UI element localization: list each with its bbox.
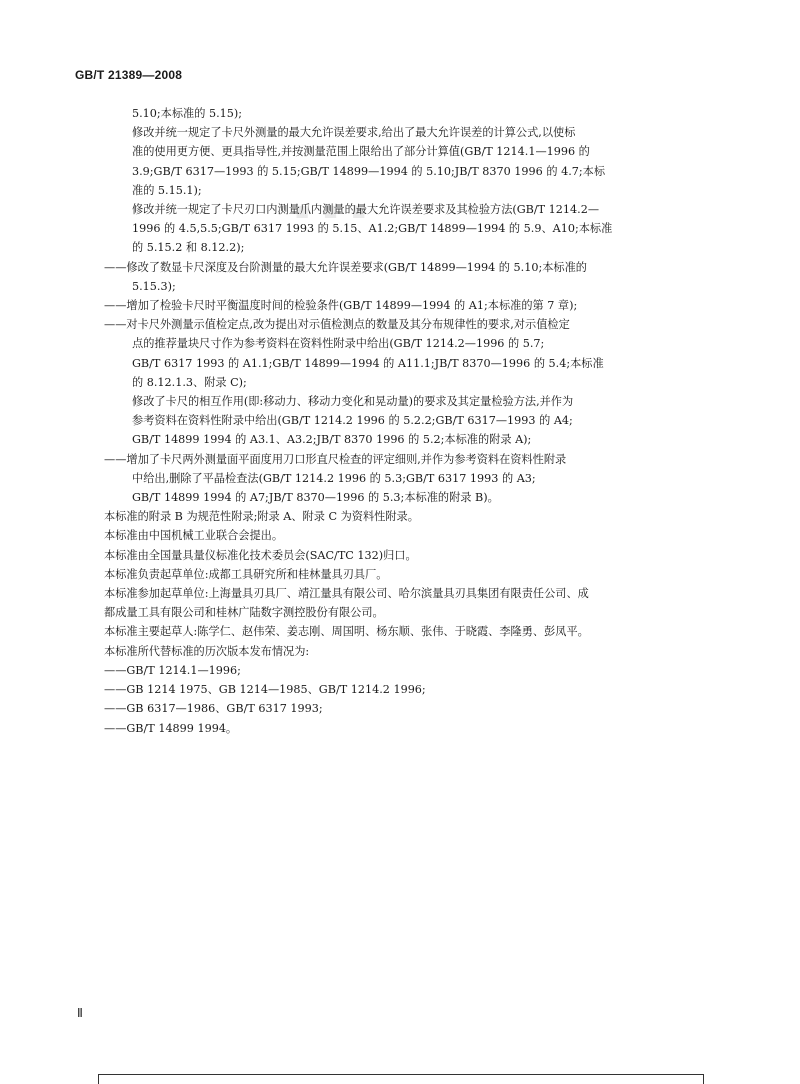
text-line: ——GB 1214 1975、GB 1214—1985、GB/T 1214.2 1996; bbox=[104, 683, 426, 697]
text-line: 修改并统一规定了卡尺刃口内测量爪内测量的最大允许误差要求及其检验方法(GB/T 1214.2— bbox=[132, 203, 600, 217]
text-line: 5.15.3); bbox=[132, 279, 176, 293]
text-line: ——GB 6317—1986、GB/T 6317 1993; bbox=[104, 702, 323, 716]
text-line: 都成量工具有限公司和桂林广陆数字测控股份有限公司。 bbox=[104, 606, 384, 620]
text-line: 本标准负责起草单位:成都工具研究所和桂林量具刃具厂。 bbox=[104, 567, 388, 581]
text-line: ——GB/T 1214.1—1996; bbox=[104, 663, 241, 677]
text-line: 点的推荐量块尺寸作为参考资料在资料性附录中给出(GB/T 1214.2—1996 的 5.7; bbox=[132, 337, 545, 351]
text-line: 1996 的 4.5,5.5;GB/T 6317 1993 的 5.15、A1.2;GB/T 14899—1994 的 5.9、A10;本标准 bbox=[132, 222, 613, 236]
page-number-mark: Ⅱ bbox=[77, 1006, 83, 1020]
text-line: ——增加了检验卡尺时平衡温度时间的检验条件(GB/T 14899—1994 的 A1;本标准的第 7 章); bbox=[104, 299, 578, 313]
text-line: 5.10;本标准的 5.15); bbox=[132, 107, 243, 120]
text-line: 修改了卡尺的相互作用(即:移动力、移动力变化和晃动量)的要求及其定量检验方法,并作为 bbox=[132, 395, 574, 409]
text-line: 本标准由全国量具量仪标准化技术委员会(SAC/TC 132)归口。 bbox=[104, 548, 417, 562]
text-line: 本标准主要起草人:陈学仁、赵伟荣、姜志刚、周国明、杨东顺、张伟、于晓霞、李隆勇、彭凤平。 bbox=[104, 625, 589, 639]
text-line: GB/T 14899 1994 的 A3.1、A3.2;JB/T 8370 1996 的 5.2;本标准的附录 A); bbox=[132, 433, 532, 447]
watermark: ... bbox=[290, 160, 375, 234]
text-line: ——修改了数显卡尺深度及台阶测量的最大允许误差要求(GB/T 14899—1994 的 5.10;本标准的 bbox=[104, 260, 587, 274]
text-line: 修改并统一规定了卡尺外测量的最大允许误差要求,给出了最大允许误差的计算公式,以使标 bbox=[132, 126, 576, 140]
text-line: 3.9;GB/T 6317—1993 的 5.15;GB/T 14899—1994 的 5.10;JB/T 8370 1996 的 4.7;本标 bbox=[132, 164, 606, 178]
text-line: 本标准所代替标准的历次版本发布情况为: bbox=[104, 644, 310, 658]
text-line: ——GB/T 14899 1994。 bbox=[104, 721, 238, 735]
text-line: ——增加了卡尺两外测量面平面度用刀口形直尺检查的评定细则,并作为参考资料在资料性附录 bbox=[104, 452, 567, 466]
text-line: 参考资料在资料性附录中给出(GB/T 1214.2 1996 的 5.2.2;GB/T 6317—1993 的 A4; bbox=[132, 414, 573, 428]
text-line: 本标准的附录 B 为规范性附录;附录 A、附录 C 为资料性附录。 bbox=[104, 510, 419, 524]
page-header: GB/T 21389—2008 bbox=[75, 68, 183, 82]
text-line: 本标准由中国机械工业联合会提出。 bbox=[104, 529, 284, 543]
document-body bbox=[104, 104, 704, 738]
text-line: GB/T 6317 1993 的 A1.1;GB/T 14899—1994 的 A11.1;JB/T 8370—1996 的 5.4;本标准 bbox=[132, 356, 604, 370]
text-line: 中给出,删除了平晶检查法(GB/T 1214.2 1996 的 5.3;GB/T 6317 1993 的 A3; bbox=[132, 471, 536, 485]
text-line: GB/T 14899 1994 的 A7;JB/T 8370—1996 的 5.3;本标准的附录 B)。 bbox=[132, 491, 499, 505]
text-line: 的 8.12.1.3、附录 C); bbox=[132, 375, 247, 389]
text-line: 的 5.15.2 和 8.12.2); bbox=[132, 241, 245, 255]
text-line: 准的使用更方便、更具指导性,并按测量范围上限给出了部分计算值(GB/T 1214.1—1996 的 bbox=[132, 145, 590, 159]
text-line: 准的 5.15.1); bbox=[132, 183, 202, 197]
text-line: ——对卡尺外测量示值检定点,改为提出对示值检测点的数量及其分布规律性的要求,对示值检定 bbox=[104, 318, 570, 332]
text-line: 本标准参加起草单位:上海量具刃具厂、靖江量具有限公司、哈尔滨量具刃具集团有限责任公司、成 bbox=[104, 587, 589, 601]
